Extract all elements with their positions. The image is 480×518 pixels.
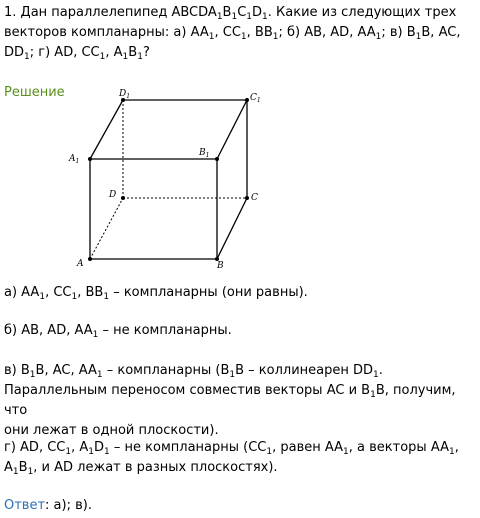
label-c1: $C_1$ bbox=[250, 93, 261, 104]
label-d1: $D_1$ bbox=[119, 89, 131, 100]
label-a: A bbox=[77, 259, 84, 269]
vertex-c bbox=[245, 196, 249, 200]
parallelepiped-figure bbox=[60, 82, 280, 272]
answer bbox=[4, 496, 92, 516]
vertex-c1 bbox=[245, 98, 249, 102]
vertex-b1 bbox=[215, 157, 219, 161]
edge-b-c bbox=[217, 198, 247, 259]
problem-line-1: 1. Дан параллелепипед $ABCDA_1B_1C_1D_1$. Какие из следующих трех bbox=[4, 5, 457, 22]
edge-c1-b1 bbox=[217, 100, 247, 159]
problem-line-2: векторов компланарны: а) $AA_1$, $CC_1$, $BB_1$; б) AB, AD, $AA_1$; в) $B_1B$, AC, bbox=[4, 25, 461, 42]
label-d: D bbox=[109, 190, 117, 200]
label-b1: $B_1$ bbox=[199, 148, 210, 159]
problem-line-3: $DD_1$; г) AD, $CC_1$, $A_1B_1$? bbox=[4, 45, 150, 62]
vertex-a1 bbox=[88, 157, 92, 161]
label-c: C bbox=[251, 193, 258, 203]
solution-label: Решение bbox=[4, 85, 65, 100]
answer-text: : а); в). bbox=[45, 498, 92, 513]
vertex-d bbox=[121, 196, 125, 200]
solution-item-b: б) AB, AD, $AA_1$ – не компланарны. bbox=[4, 323, 232, 340]
edge-a1-d1 bbox=[90, 100, 123, 159]
vertex-a bbox=[88, 257, 92, 261]
solution-item-d: г) AD, $CC_1$, $A_1D_1$ – не компланарны ($CC_1$, равен $AA_1$, а векторы $AA_1$, $A_1B_1$, и AD лежат в разных плоскостях). bbox=[4, 440, 459, 477]
label-a1: $A_1$ bbox=[69, 154, 80, 165]
label-b: B bbox=[217, 261, 224, 271]
answer-label: Ответ bbox=[4, 498, 46, 513]
problem-statement bbox=[4, 3, 478, 63]
edge-a-d-hidden bbox=[90, 198, 123, 259]
solution-item-a: а) $AA_1$, $CC_1$, $BB_1$ – компланарны (они равны). bbox=[4, 285, 308, 302]
solution-item-c: в) $B_1B$, AC, $AA_1$ – компланарны ($B_1B$ – коллинеарен $DD_1$. Параллельным переносом совместив векторы AC и $B_1B$, получим, что они лежат в одной плоскости). bbox=[4, 363, 456, 438]
